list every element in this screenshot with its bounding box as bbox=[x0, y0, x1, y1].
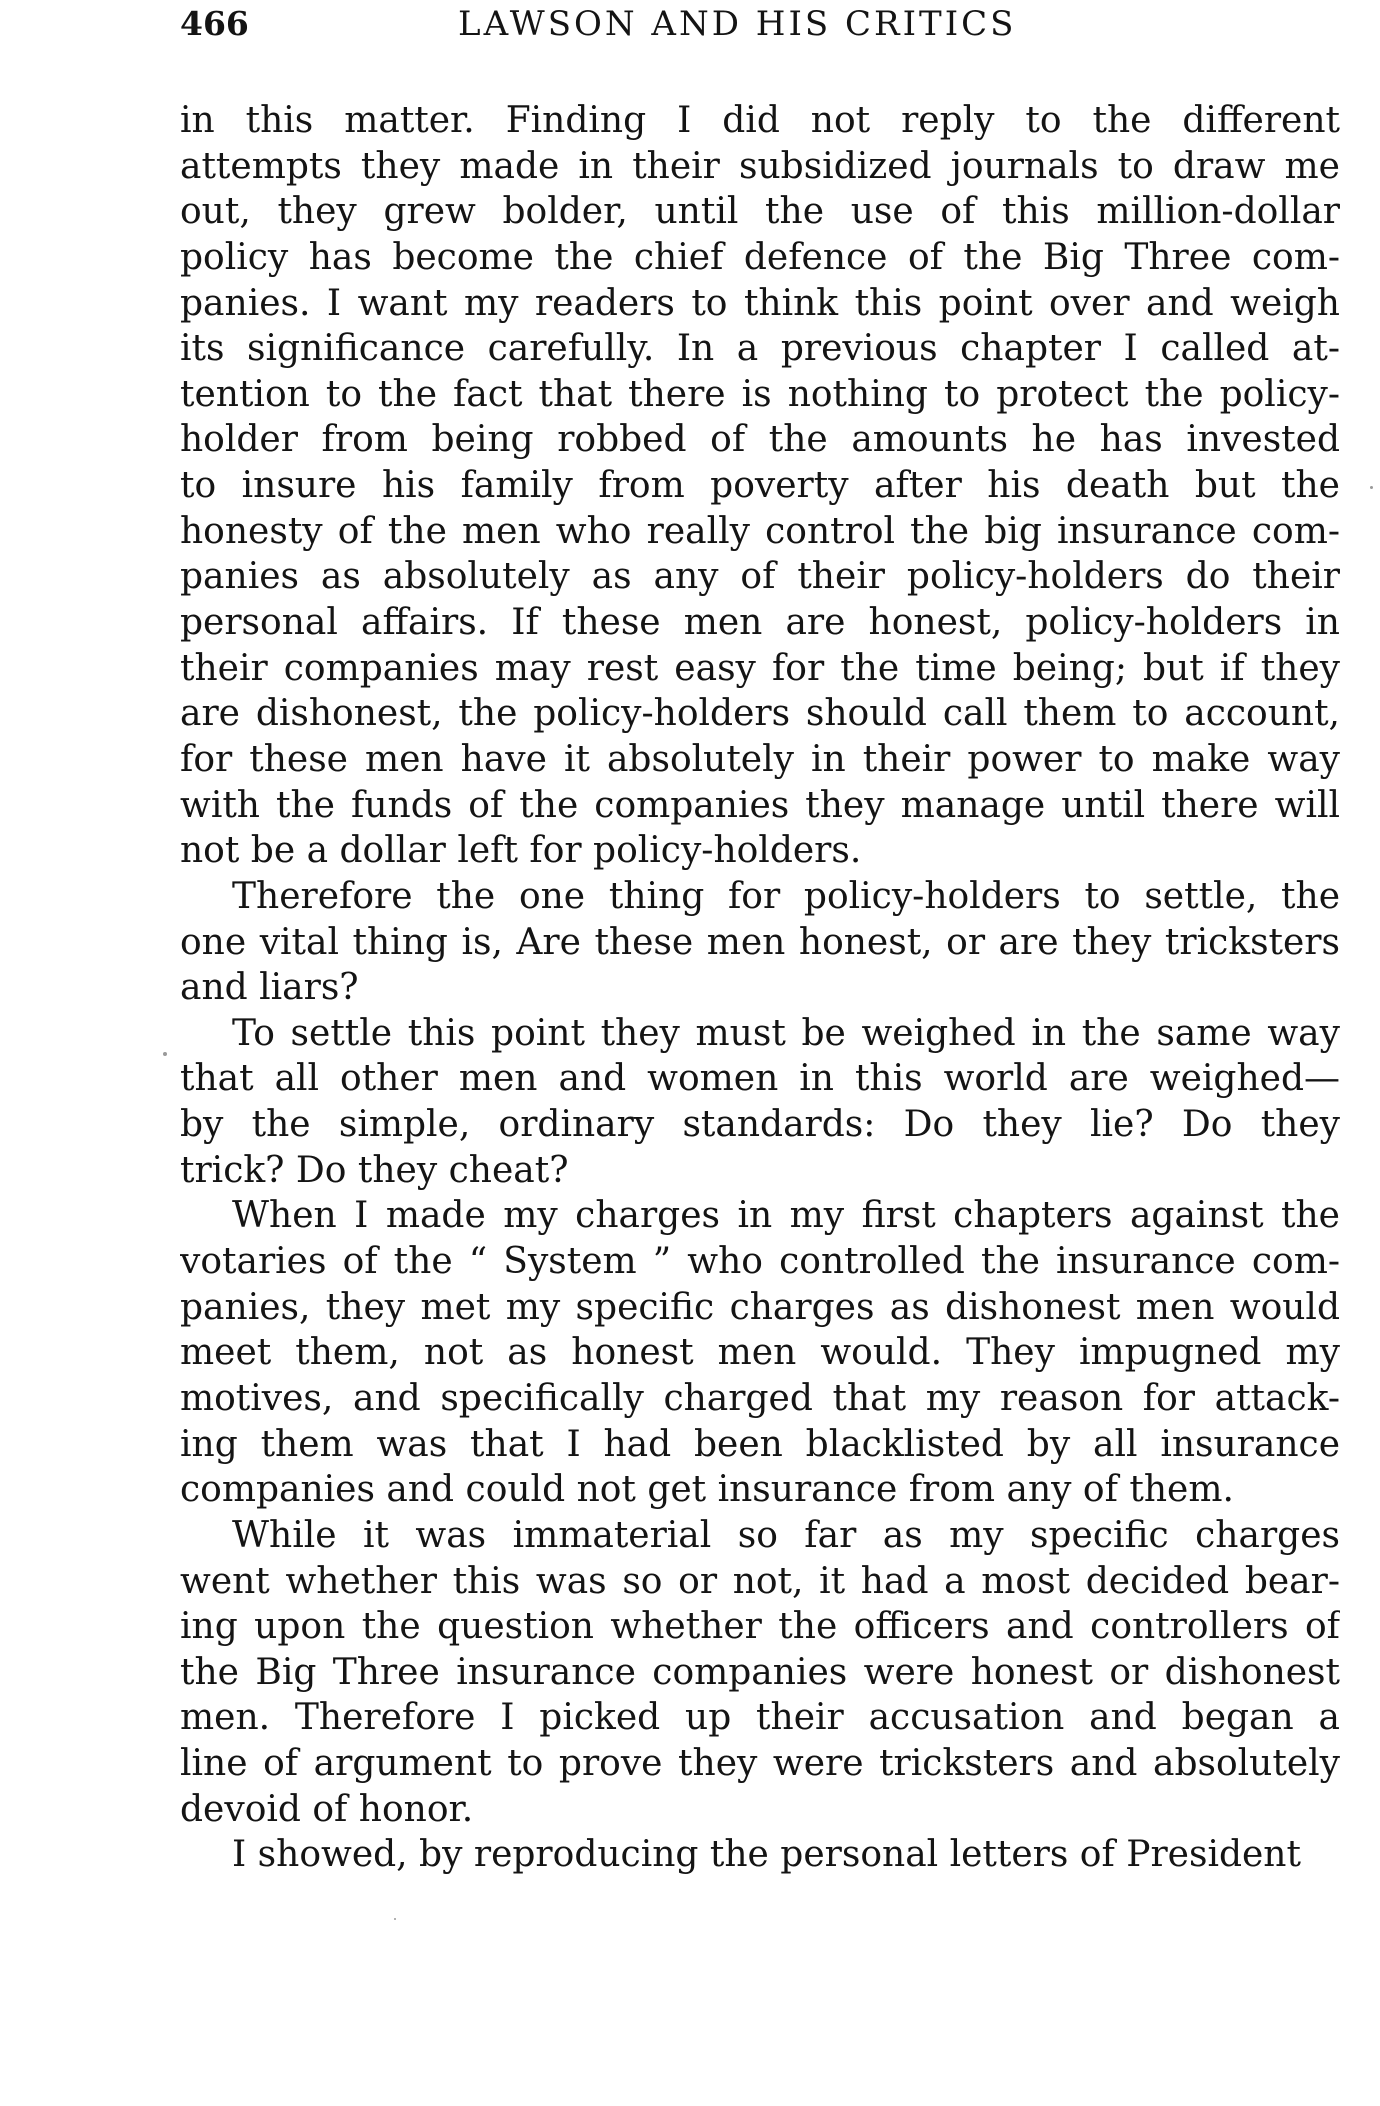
text-line: panies. I want my readers to think this point over and weigh bbox=[180, 282, 1340, 324]
text-line: not be a dollar left for policy-holders. bbox=[180, 830, 862, 872]
paragraph bbox=[180, 1193, 1340, 1512]
text-line: that all other men and women in this world are weighed— bbox=[180, 1058, 1340, 1100]
text-line: trick? Do they cheat? bbox=[180, 1149, 569, 1191]
body-text bbox=[180, 98, 1340, 1878]
text-line: attempts they made in their subsidized journals to draw me bbox=[180, 145, 1340, 187]
text-line: its significance carefully. In a previous chapter I called at- bbox=[180, 328, 1340, 370]
text-line: and liars? bbox=[180, 967, 359, 1009]
text-line: ing them was that I had been blacklisted by all insurance bbox=[180, 1423, 1340, 1465]
text-line: devoid of honor. bbox=[180, 1788, 474, 1830]
paragraph bbox=[180, 874, 1340, 1011]
text-line: the Big Three insurance companies were honest or dishonest bbox=[180, 1651, 1340, 1693]
text-line: one vital thing is, Are these men honest, or are they tricksters bbox=[180, 921, 1340, 963]
text-line: with the funds of the companies they manage until there will bbox=[180, 784, 1340, 826]
paragraph bbox=[180, 1832, 1340, 1878]
text-line: ing upon the question whether the officers and controllers of bbox=[180, 1606, 1340, 1648]
text-line: holder from being robbed of the amounts he has invested bbox=[180, 419, 1340, 461]
paragraph bbox=[180, 1513, 1340, 1832]
text-line: personal affairs. If these men are honest, policy-holders in bbox=[180, 602, 1340, 644]
text-line: tention to the fact that there is nothing to protect the policy- bbox=[180, 373, 1340, 415]
text-line: panies as absolutely as any of their policy-holders do their bbox=[180, 556, 1340, 598]
text-line: To settle this point they must be weighed in the same way bbox=[232, 1012, 1340, 1054]
text-line: companies and could not get insurance from any of them. bbox=[180, 1469, 1234, 1511]
text-line: for these men have it absolutely in their power to make way bbox=[180, 738, 1340, 780]
paragraph bbox=[180, 98, 1340, 874]
text-line: out, they grew bolder, until the use of this million-dollar bbox=[180, 191, 1340, 233]
speck-mark bbox=[1370, 486, 1373, 489]
text-line: policy has become the chief defence of the Big Three com- bbox=[180, 236, 1340, 278]
text-line: men. Therefore I picked up their accusation and began a bbox=[180, 1697, 1340, 1739]
text-line: motives, and specifically charged that my reason for attack- bbox=[180, 1377, 1340, 1419]
text-line: to insure his family from poverty after his death but the bbox=[180, 465, 1340, 507]
text-line: are dishonest, the policy-holders should call them to account, bbox=[180, 693, 1340, 735]
text-line: votaries of the “ System ” who controlled the insurance com- bbox=[180, 1241, 1340, 1283]
text-line: While it was immaterial so far as my specific charges bbox=[232, 1514, 1340, 1556]
text-line: When I made my charges in my first chapters against the bbox=[232, 1195, 1340, 1237]
text-line: in this matter. Finding I did not reply to the different bbox=[180, 100, 1340, 141]
text-line: line of argument to prove they were tricksters and absolutely bbox=[180, 1743, 1340, 1785]
text-line: Therefore the one thing for policy-holders to settle, the bbox=[232, 875, 1340, 917]
paragraph bbox=[180, 1011, 1340, 1194]
text-line: by the simple, ordinary standards: Do they lie? Do they bbox=[180, 1104, 1340, 1146]
running-head bbox=[180, 0, 1340, 50]
text-line: their companies may rest easy for the time being; but if they bbox=[180, 647, 1340, 689]
running-title: LAWSON AND HIS CRITICS bbox=[458, 4, 1017, 44]
text-line: panies, they met my specific charges as dishonest men would bbox=[180, 1286, 1340, 1328]
text-line: meet them, not as honest men would. They impugned my bbox=[180, 1332, 1340, 1374]
speck-mark bbox=[163, 1052, 167, 1056]
text-line: honesty of the men who really control the big insurance com- bbox=[180, 510, 1340, 552]
page-number: 466 bbox=[180, 4, 249, 43]
text-line: I showed, by reproducing the personal letters of President bbox=[232, 1834, 1301, 1876]
speck-mark bbox=[394, 1918, 396, 1920]
text-line: went whether this was so or not, it had a most decided bear- bbox=[180, 1560, 1340, 1602]
